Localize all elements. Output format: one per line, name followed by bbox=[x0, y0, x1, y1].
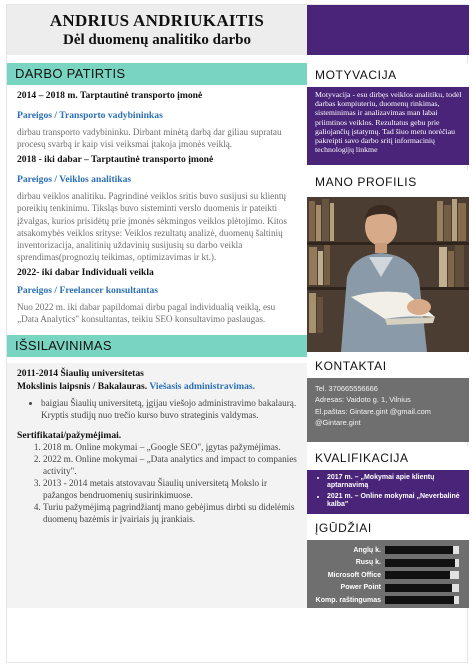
target-role: Dėl duomenų analitiko darbo bbox=[63, 32, 251, 48]
job-position: Pareigos / Transporto vadybininkas bbox=[17, 110, 163, 121]
job-period: 2014 – 2018 m. Tarptautinė transporto įmonė bbox=[17, 90, 203, 101]
person-reading-photo bbox=[307, 197, 469, 352]
job-period: 2018 - iki dabar – Tarptautinė transporto įmonė bbox=[17, 154, 214, 166]
skill-bar bbox=[385, 546, 459, 554]
skill-bar bbox=[385, 596, 459, 604]
qualification-box bbox=[307, 470, 469, 514]
job-period: 2022- iki dabar Individuali veikla bbox=[17, 267, 154, 279]
certificate-item: 2. 2022 m. Online mokymai – „Data analytics and impact to companies activity". bbox=[43, 454, 297, 478]
education-bullets bbox=[17, 398, 297, 422]
job-entry-1 bbox=[7, 90, 307, 150]
skill-bar bbox=[385, 584, 459, 592]
skill-bar bbox=[385, 571, 459, 579]
skills-heading: ĮGŪDŽIAI bbox=[307, 516, 469, 540]
skill-row bbox=[311, 569, 463, 581]
skill-bar-fill bbox=[385, 546, 453, 554]
resume-header bbox=[7, 5, 307, 55]
job-description: Nuo 2022 m. iki dabar papildomai dirbu pagal individualią veiklą, esu „Data Analytics" konsultantas, teikiu SEO konsultavimo paslaugas. bbox=[17, 302, 276, 325]
degree-label: Mokslinis laipsnis / Bakalauras. bbox=[17, 381, 148, 393]
skill-bar-fill bbox=[385, 596, 454, 604]
candidate-name: ANDRIUS ANDRIUKAITIS bbox=[49, 11, 265, 30]
right-column bbox=[307, 55, 469, 608]
education-degree bbox=[17, 381, 297, 393]
phone-text: Tel. 370665556666 bbox=[315, 384, 378, 393]
address-text: Adresas: Vaidoto g. 1, Vilnius bbox=[315, 395, 411, 405]
skill-row bbox=[311, 544, 463, 556]
skill-row bbox=[311, 557, 463, 569]
skill-label: Anglų k. bbox=[353, 546, 381, 554]
certificates-heading: Sertifikatai/pažymėjimai. bbox=[17, 429, 122, 441]
job-entry-3 bbox=[7, 267, 307, 325]
skill-bar bbox=[385, 559, 459, 567]
degree-field: Viešasis administravimas. bbox=[149, 381, 256, 393]
job-entry-2 bbox=[7, 154, 307, 263]
motivation-text: Motyvacija - esu dirbęs veiklos analitiku, todėl darbas kompiuteriu, duomenų rinkimas, sisteminimas ir analizavimas man labai priimtinos veiklos. Rezultatus gebu prie galiojančių įstatymų. Tad šiuo metu norėčiau pakreipti savo darbo sritį informacinių technologijų linkme bbox=[307, 87, 469, 165]
email-text: El.paštas: Gintare.gint @gmail.com bbox=[315, 406, 431, 416]
certificates-list bbox=[17, 442, 297, 526]
skill-label: Komp. raštingumas bbox=[315, 596, 381, 604]
profile-photo bbox=[307, 194, 469, 352]
certificate-item: 4. Turiu pažymėjimą pagrindžiantį mano gebėjimus dirbti su didelėmis duomenų bazėmis ir įvairiais jų įrankiais. bbox=[43, 502, 297, 526]
profile-heading: MANO PROFILIS bbox=[307, 170, 469, 194]
skill-bar-fill bbox=[385, 584, 452, 592]
education-block bbox=[7, 363, 307, 608]
skill-label: Power Point bbox=[340, 584, 381, 591]
experience-heading: DARBO PATIRTIS bbox=[7, 63, 307, 85]
qualification-item: • 2017 m. – „Mokymai apie klientų aptarnavimą bbox=[327, 474, 463, 490]
handle-text: @Gintare.gint bbox=[315, 418, 361, 428]
education-school: 2011-2014 Šiaulių universitetas bbox=[17, 368, 144, 380]
job-description: dirbau transporto vadybininku. Dirbant minėtą darbą dar giliau supratau procesų svarbą ir kaip visi veiksmai įtakoja įmonės veiklą. bbox=[17, 127, 282, 150]
skill-row bbox=[311, 582, 463, 594]
certificate-item: 1. 2018 m. Online mokymai – „Google SEO", įgytas pažymėjimas. bbox=[43, 442, 297, 454]
header-accent-block bbox=[307, 5, 469, 55]
certificate-item: 3. 2013 - 2014 metais atstovavau Šiaulių universitetą Mokslo ir pažangos bendruomenių susirinkimuose. bbox=[43, 478, 297, 502]
qualification-item: • 2021 m. – Online mokymai „Neverbalinė kalba" bbox=[327, 493, 463, 509]
qualification-list bbox=[313, 474, 463, 509]
skills-box bbox=[307, 540, 469, 608]
skill-bar-fill bbox=[385, 559, 455, 567]
job-position: Pareigos / Veiklos analitikas bbox=[17, 174, 132, 186]
job-position: Pareigos / Freelancer konsultantas bbox=[17, 285, 158, 297]
resume-page bbox=[6, 4, 468, 663]
skill-label: Rusų k. bbox=[355, 559, 381, 566]
contacts-heading: KONTAKTAI bbox=[307, 354, 469, 378]
skill-bar-fill bbox=[385, 571, 450, 579]
education-bullet: • baigiau Šiaulių universitetą, įgijau viešojo administravimo bakalaurą. Kryptis studijų nuo trečio kurso buvo strateginis valdymas. bbox=[41, 398, 297, 422]
skill-label: Microsoft Office bbox=[327, 571, 381, 579]
job-description: dirbau veiklos analitiku. Pagrindinė veiklos sritis buvo susijusi su klientų poreikių tenkinimu. Tiksląs buvo sisteminti verslo duomenis ir pateikti įžvalgas, kurios prisidėtų prie įmonės sėkmingos veiklos plėtojimo. Kitos atsakomybės veiklos srityse: Veiklos rezultatų analizė, duomenų šaltinių inventorizacija, analitinių uždavinių susijusių su darbo veikla sprendimas(prognozių teikimas, optimizavimas ir kt.). bbox=[17, 191, 287, 262]
education-heading: IŠSILAVINIMAS bbox=[7, 335, 307, 357]
qualification-heading: KVALIFIKACIJA bbox=[307, 446, 469, 470]
skill-row bbox=[311, 594, 463, 606]
motivation-heading: MOTYVACIJA bbox=[307, 63, 469, 87]
contacts-box bbox=[307, 378, 469, 442]
left-column bbox=[7, 55, 307, 608]
